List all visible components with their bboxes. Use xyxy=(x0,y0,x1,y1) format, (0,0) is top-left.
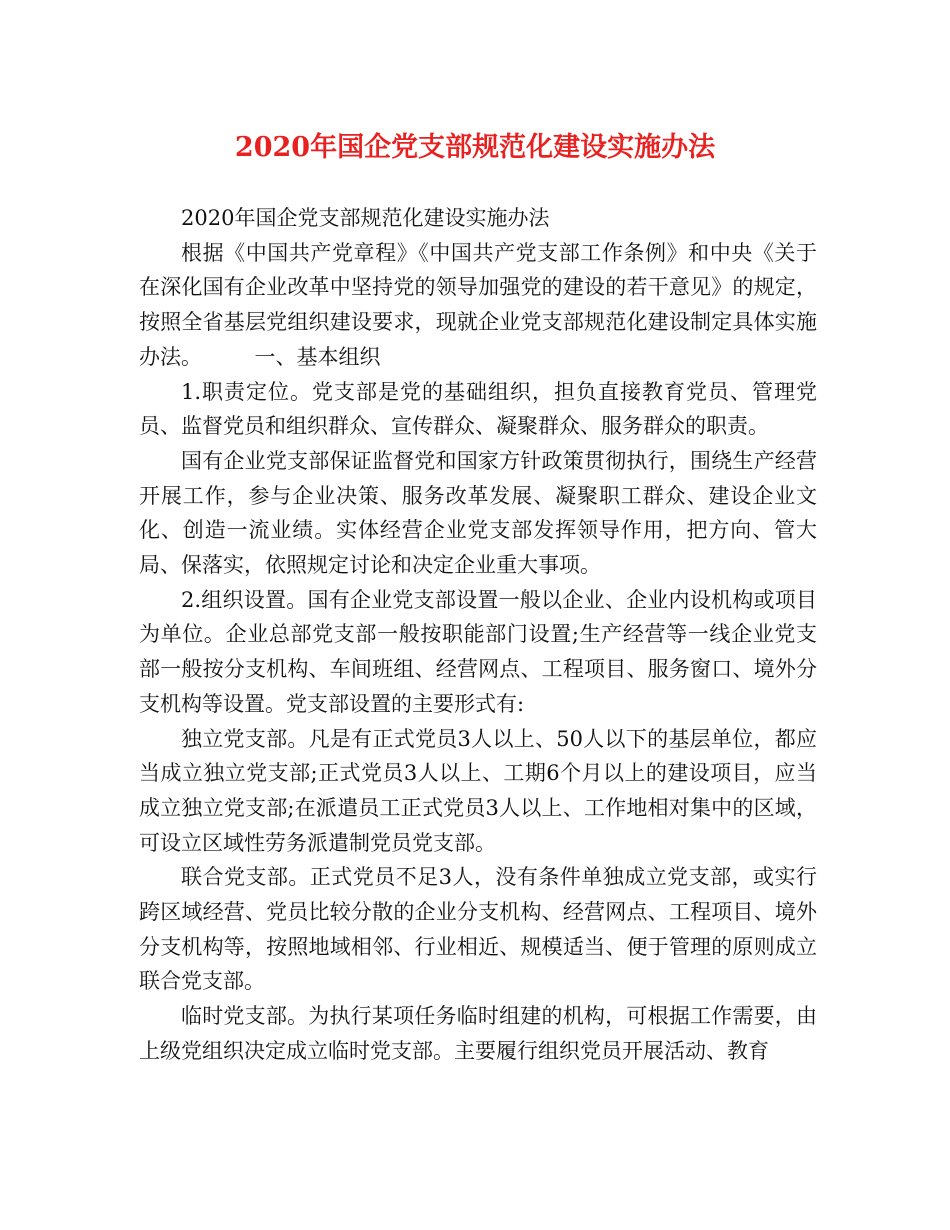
independent-branch-paragraph: 独立党支部。凡是有正式党员3人以上、50人以下的基层单位，都应当成立独立党支部;正式党员3人以上、工期6个月以上的建设项目，应当成立独立党支部;在派遣员工正式党员3人以上、工作地相对集中的区域，可设立区域性劳务派遣制党员党支部。 xyxy=(139,726,817,855)
document-title: 2020年国企党支部规范化建设实施办法 xyxy=(234,132,716,163)
responsibility-paragraph: 1.职责定位。党支部是党的基础组织，担负直接教育党员、管理党员、监督党员和组织群众、宣传群众、凝聚群众、服务群众的职责。 xyxy=(139,379,817,439)
document-body xyxy=(139,201,817,1069)
organization-setup-paragraph: 2.组织设置。国有企业党支部设置一般以企业、企业内设机构或项目为单位。企业总部党支部一般按职能部门设置;生产经营等一线企业党支部一般按分支机构、车间班组、经营网点、工程项目、服务窗口、境外分支机构等设置。党支部设置的主要形式有: xyxy=(139,587,817,716)
preamble-paragraph: 根据《中国共产党章程》《中国共产党支部工作条例》和中央《关于在深化国有企业改革中坚持党的领导加强党的建设的若干意见》的规定，按照全省基层党组织建设要求，现就企业党支部规范化建设制定具体实施办法。 一、基本组织 xyxy=(139,240,817,369)
soe-role-paragraph: 国有企业党支部保证监督党和国家方针政策贯彻执行，围绕生产经营开展工作，参与企业决策、服务改革发展、凝聚职工群众、建设企业文化、创造一流业绩。实体经营企业党支部发挥领导作用，把方向、管大局、保落实，依照规定讨论和决定企业重大事项。 xyxy=(139,448,817,578)
subtitle-paragraph: 2020年国企党支部规范化建设实施办法 xyxy=(181,206,550,230)
joint-branch-paragraph: 联合党支部。正式党员不足3人，没有条件单独成立党支部，或实行跨区域经营、党员比较分散的企业分支机构、经营网点、工程项目、境外分支机构等，按照地域相邻、行业相近、规模适当、便于管理的原则成立联合党支部。 xyxy=(139,865,817,994)
temporary-branch-paragraph: 临时党支部。为执行某项任务临时组建的机构，可根据工作需要，由上级党组织决定成立临时党支部。主要履行组织党员开展活动、教育 xyxy=(139,1004,817,1063)
